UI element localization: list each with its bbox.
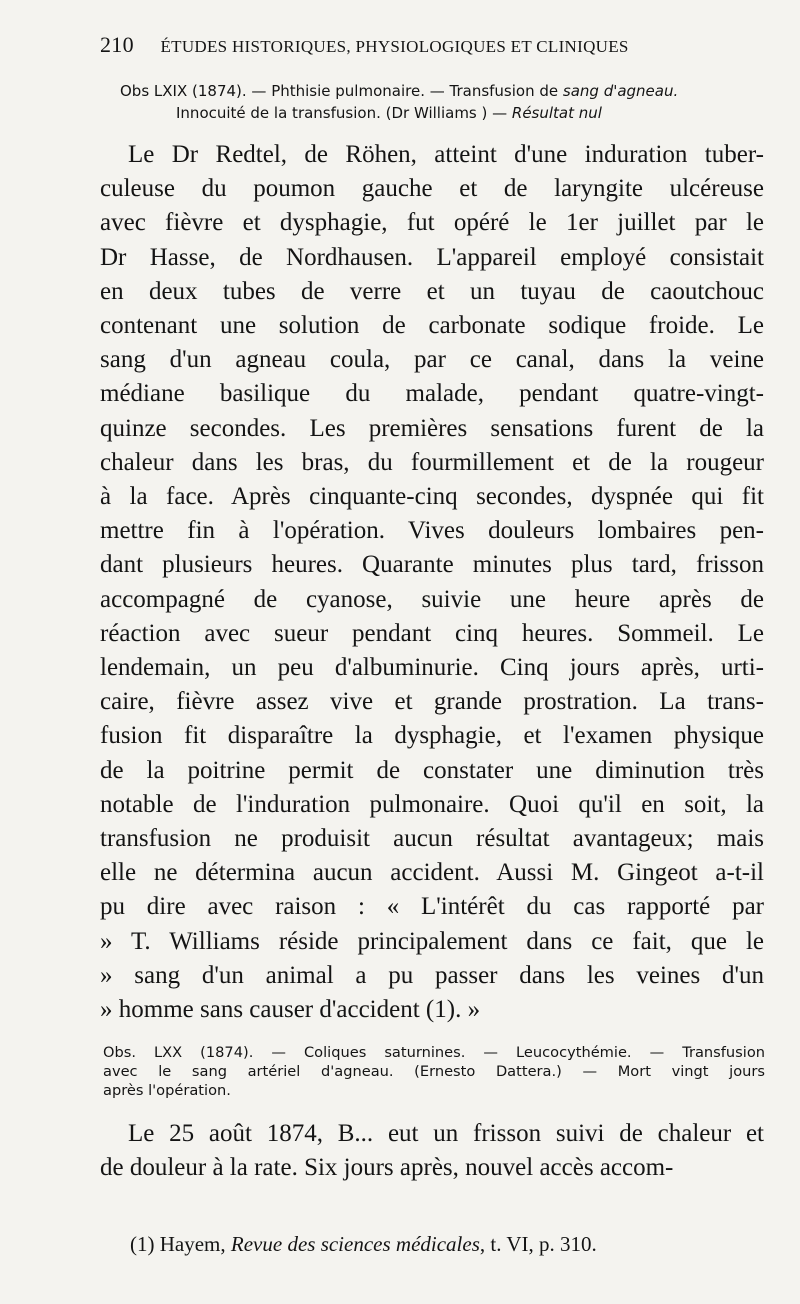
text-line: avec le sang artériel d'agneau. (Ernesto Dattera.) — Mort vingt jours (103, 1063, 765, 1080)
footnote-journal: Revue des sciences médicales (230, 1232, 480, 1256)
text-line: après l'opération. (103, 1082, 231, 1099)
text-line: transfusion ne produisit aucun résultat avantageux; mais (100, 825, 764, 853)
text-line: fusion fit disparaître la dysphagie, et l'examen physique (100, 722, 764, 750)
paragraph-august-case (100, 1117, 764, 1185)
running-header (100, 32, 760, 58)
text-line: » homme sans causer d'accident (1). » (100, 996, 481, 1024)
footnote-marker: (1) (130, 1232, 155, 1256)
text-line: à la face. Après cinquante-cinq secondes, dyspnée qui fit (100, 483, 764, 511)
text-line: en deux tubes de verre et un tuyau de caoutchouc (100, 277, 764, 305)
text-line: caire, fièvre assez vive et grande prostration. La trans- (100, 688, 764, 716)
text-line: Dr Hasse, de Nordhausen. L'appareil employé consistait (100, 243, 764, 271)
text-line: sang d'un agneau coula, par ce canal, dans la veine (100, 346, 764, 374)
text-line: elle ne détermina aucun accident. Aussi M. Gingeot a-t-il (100, 859, 764, 887)
footnote (130, 1232, 770, 1257)
footnote-author: Hayem, (159, 1232, 231, 1256)
text-line: de la poitrine permit de constater une diminution très (100, 756, 764, 784)
footnote-rest: , t. VI, p. 310. (479, 1232, 597, 1256)
text-line: avec fièvre et dysphagie, fut opéré le 1er juillet par le (100, 209, 764, 237)
text-line: chaleur dans les bras, du fourmillement et de la rougeur (100, 448, 764, 476)
text-line: médiane basilique du malade, pendant quatre-vingt- (100, 380, 764, 408)
text-line: contenant une solution de carbonate sodique froide. Le (100, 312, 764, 340)
text-line: » sang d'un animal a pu passer dans les veines d'un (100, 961, 764, 989)
text-line: notable de l'induration pulmonaire. Quoi qu'il en soit, la (100, 790, 764, 818)
text-line: Obs. LXX (1874). — Coliques saturnines. — Leucocythémie. — Transfusion (103, 1044, 765, 1061)
paragraph-redtel-case (100, 138, 764, 1027)
text-line: » T. Williams réside principalement dans ce fait, que le (100, 927, 764, 955)
text-line: Le Dr Redtel, de Röhen, atteint d'une induration tuber- (128, 141, 764, 168)
running-title: ÉTUDES HISTORIQUES, PHYSIOLOGIQUES ET CLINIQUES (160, 37, 629, 56)
text-line: Le 25 août 1874, B... eut un frisson suivi de chaleur et (128, 1120, 764, 1147)
text-line: accompagné de cyanose, suivie une heure après de (100, 585, 764, 613)
obs69-line1: Obs LXIX (1874). — Phthisie pulmonaire. — Transfusion de sang d'agneau. (120, 82, 679, 100)
text-line: de douleur à la rate. Six jours après, nouvel accès accom- (100, 1154, 674, 1182)
text-line: dant plusieurs heures. Quarante minutes plus tard, frisson (100, 551, 764, 579)
obs69-line2: Innocuité de la transfusion. (Dr Williams ) — Résultat nul (176, 104, 602, 122)
text-line: mettre fin à l'opération. Vives douleurs lombaires pen- (100, 517, 764, 545)
text-line: lendemain, un peu d'albuminurie. Cinq jours après, urti- (100, 654, 764, 682)
observation-70-heading (103, 1043, 765, 1100)
text-line: quinze secondes. Les premières sensations furent de la (100, 414, 764, 442)
text-line: réaction avec sueur pendant cinq heures. Sommeil. Le (100, 619, 764, 647)
page-number: 210 (100, 32, 134, 57)
observation-69-heading (120, 80, 770, 124)
text-line: pu dire avec raison : « L'intérêt du cas rapporté par (100, 893, 764, 921)
text-line: culeuse du poumon gauche et de laryngite ulcéreuse (100, 175, 764, 203)
